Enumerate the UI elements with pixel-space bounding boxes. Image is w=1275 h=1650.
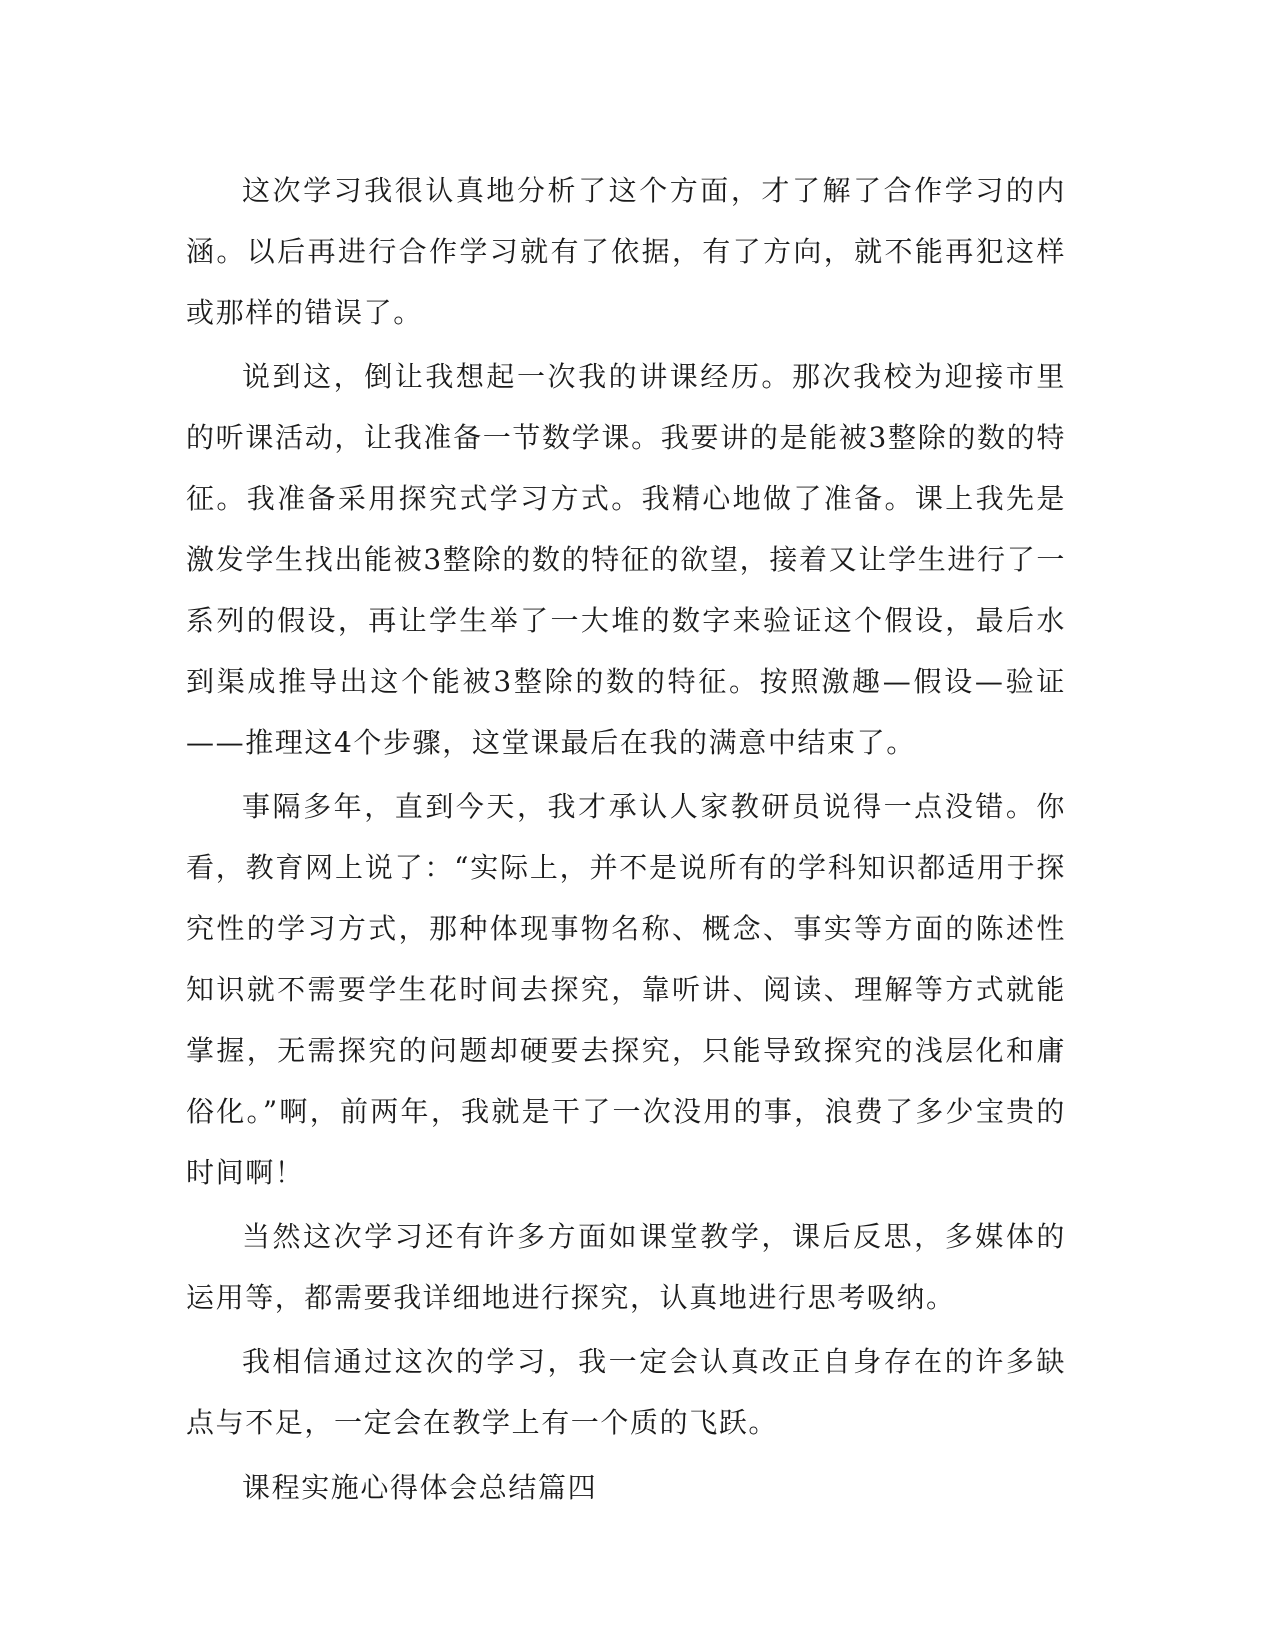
paragraph-teaching-experience: 说到这，倒让我想起一次我的讲课经历。那次我校为迎接市里的听课活动，让我准备一节数学课。我要讲的是能被3整除的数的特征。我准备采用探究式学习方式。我精心地做了准备。课上我先是激发学生找出能被3整除的数的特征的欲望，接着又让学生进行了一系列的假设，再让学生举了一大堆的数字来验证这个假设，最后水到渠成推导出这个能被3整除的数的特征。按照激趣—假设—验证——推理这4个步骤，这堂课最后在我的满意中结束了。 (186, 360, 1066, 759)
paragraph-cooperative-learning: 这次学习我很认真地分析了这个方面，才了解了合作学习的内涵。以后再进行合作学习就有了依据，有了方向，就不能再犯这样或那样的错误了。 (186, 174, 1066, 329)
paragraph-further-study: 当然这次学习还有许多方面如课堂教学，课后反思，多媒体的运用等，都需要我详细地进行探究，认真地进行思考吸纳。 (186, 1220, 1066, 1314)
paragraph-reflection: 事隔多年，直到今天，我才承认人家教研员说得一点没错。你看，教育网上说了：“实际上，并不是说所有的学科知识都适用于探究性的学习方式，那种体现事物名称、概念、事实等方面的陈述性知识就不需要学生花时间去探究，靠听讲、阅读、理解等方式就能掌握，无需探究的问题却硬要去探究，只能导致探究的浅层化和庸俗化。”啊，前两年，我就是干了一次没用的事，浪费了多少宝贵的时间啊！ (186, 790, 1066, 1189)
paragraph-conclusion: 我相信通过这次的学习，我一定会认真改正自身存在的许多缺点与不足，一定会在教学上有一个质的飞跃。 (186, 1345, 1066, 1439)
document-body (186, 160, 1066, 1521)
section-heading: 课程实施心得体会总结篇四 (242, 1471, 598, 1504)
